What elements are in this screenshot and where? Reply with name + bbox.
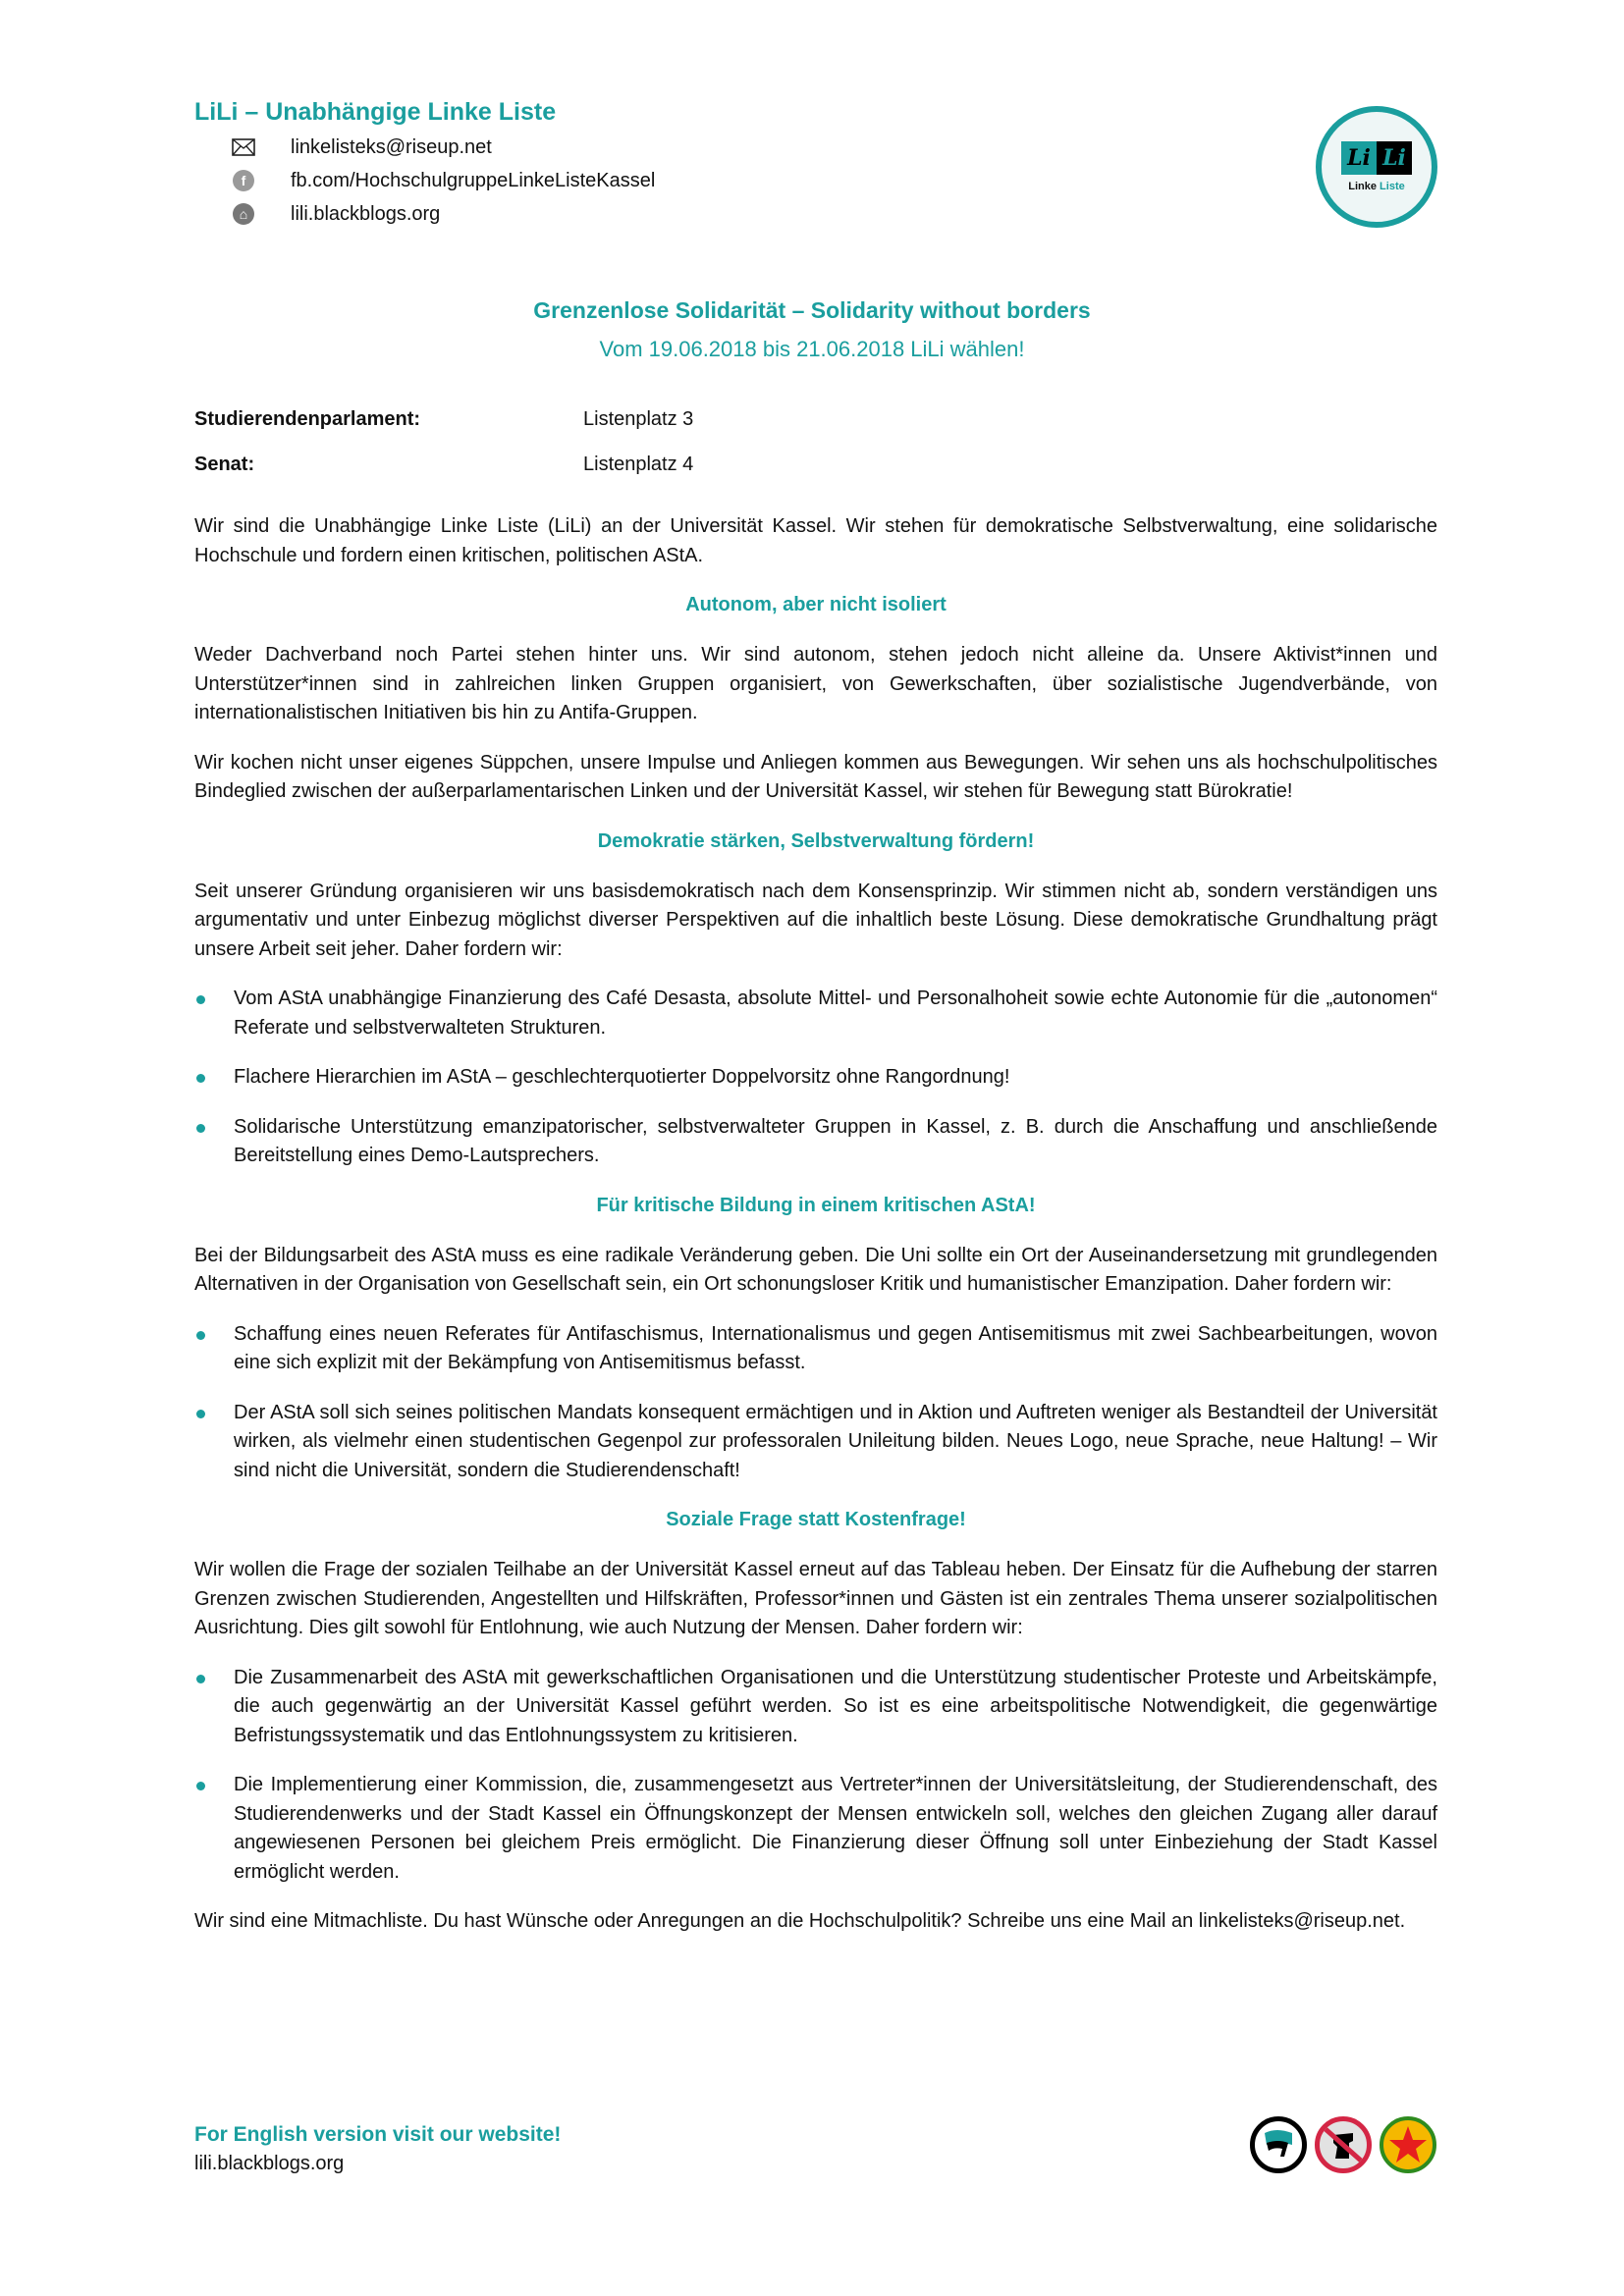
list-item: Schaffung eines neuen Referates für Antifaschismus, Internationalismus und gegen Antisemitismus mit zwei Sachbearbeitungen, wovon eine sich explizit mit der Bekämpfung von Antisemitismus befasst.: [194, 1320, 1437, 1378]
closing-paragraph: Wir sind eine Mitmachliste. Du hast Wünsche oder Anregungen an die Hochschulpolitik? Schreibe uns eine Mail an linkelisteks@riseup.net.: [194, 1910, 1406, 1932]
listing-senat: [194, 454, 693, 476]
paragraph: Weder Dachverband noch Partei stehen hinter uns. Wir sind autonom, stehen jedoch nicht alleine da. Unsere Aktivist*innen und Unterstützer*innen sind in zahlreichen linken Gruppen organisiert, von Gewerkschaften, über sozialistische Jugendverbände, von internationalistischen Initiativen bis hin zu Antifa-Gruppen.: [194, 644, 1437, 723]
list-item: Flachere Hierarchien im AStA – geschlechterquotierter Doppelvorsitz ohne Rangordnung!: [194, 1063, 1437, 1093]
list-item: Vom AStA unabhängige Finanzierung des Café Desasta, absolute Mittel- und Personalhoheit sowie echte Autonomie für die „autonomen“ Referate und selbstverwalteten Strukturen.: [194, 985, 1437, 1042]
contact-facebook[interactable]: [232, 169, 655, 192]
lili-logo: [1316, 106, 1437, 228]
anti-authority-icon: [1315, 2116, 1372, 2173]
listing-label: Senat:: [194, 454, 255, 475]
red-star-icon: [1380, 2116, 1436, 2173]
english-version-note: For English version visit our website!: [194, 2123, 562, 2146]
demand-list: [194, 1320, 1437, 1486]
logo-right-mark: Li: [1377, 141, 1412, 175]
contact-email[interactable]: [232, 135, 492, 159]
contact-email-text[interactable]: linkelisteks@riseup.net: [291, 135, 492, 158]
section-heading: Demokratie stärken, Selbstverwaltung fördern!: [597, 829, 1035, 852]
facebook-icon: f: [232, 169, 255, 192]
bullet-icon: [196, 1675, 205, 1683]
listing-studierendenparlament: [194, 408, 693, 431]
contact-website-text[interactable]: lili.blackblogs.org: [291, 202, 441, 225]
contact-website[interactable]: [232, 202, 440, 226]
antifa-flag-icon: [1250, 2116, 1307, 2173]
paragraph: Seit unserer Gründung organisieren wir uns basisdemokratisch nach dem Konsensprinzip. Wir stimmen nicht ab, sondern verständigen uns argumentativ und unter Einbezug möglichst diverser Perspektiven auf die inhaltlich beste Lösung. Diese demokratische Grundhaltung prägt unsere Arbeit seit jeher. Daher fordern wir:: [194, 880, 1437, 960]
bullet-icon: [196, 995, 205, 1004]
headline-subtitle: Vom 19.06.2018 bis 21.06.2018 LiLi wählen!: [599, 337, 1025, 361]
headline-title: Grenzenlose Solidarität – Solidarity without borders: [533, 297, 1091, 323]
document-body: [194, 512, 1437, 1957]
demand-list: [194, 1664, 1437, 1888]
intro-paragraph: Wir sind die Unabhängige Linke Liste (LiLi) an der Universität Kassel. Wir stehen für demokratische Selbstverwaltung, eine solidarische Hochschule und fordern einen kritischen, politischen AStA.: [194, 515, 1437, 566]
paragraph: Wir wollen die Frage der sozialen Teilhabe an der Universität Kassel erneut auf das Tableau heben. Der Einsatz für die Aufhebung der starren Grenzen zwischen Studierenden, Angestellten und Hilfskräften, Professor*innen und Gästen ist ein zentrales Thema unserer sozialpolitischen Ausrichtung. Dies gilt sowohl für Entlohnung, wie auch Nutzung der Mensen. Daher fordern wir:: [194, 1559, 1437, 1638]
footer-badges: [1250, 2116, 1436, 2173]
list-item: Solidarische Unterstützung emanzipatorischer, selbstverwalteter Gruppen in Kassel, z. B. durch die Anschaffung und anschließende Bereitstellung eines Demo-Lautsprechers.: [194, 1113, 1437, 1171]
listing-value: Listenplatz 3: [583, 408, 694, 430]
list-item: Der AStA soll sich seines politischen Mandats konsequent ermächtigen und in Aktion und Auftreten weniger als Bestandteil der Universität wirken, als vielmehr einen studentischen Gegenpol zur professoralen Unileitung bilden. Neues Logo, neue Sprache, neue Haltung! – Wir sind nicht die Universität, sondern die Studierendenschaft!: [194, 1399, 1437, 1486]
logo-left-mark: Li: [1341, 141, 1377, 175]
bullet-icon: [196, 1074, 205, 1083]
bullet-icon: [196, 1410, 205, 1418]
envelope-icon: [232, 135, 255, 159]
demand-list: [194, 985, 1437, 1171]
section-heading: Soziale Frage statt Kostenfrage!: [666, 1509, 966, 1530]
contact-facebook-text[interactable]: fb.com/HochschulgruppeLinkeListeKassel: [291, 169, 656, 191]
paragraph: Bei der Bildungsarbeit des AStA muss es eine radikale Veränderung geben. Die Uni sollte ein Ort der Auseinandersetzung mit grundlegenden Alternativen in der Organisation von Gesellschaft sein, ein Ort schonungsloser Kritik und humanistischer Emanzipation. Daher fordern wir:: [194, 1244, 1437, 1295]
footer-website-link[interactable]: lili.blackblogs.org: [194, 2153, 345, 2174]
bullet-icon: [196, 1124, 205, 1133]
list-item: Die Implementierung einer Kommission, die, zusammengesetzt aus Vertreter*innen der Universitätsleitung, der Studierendenschaft, des Studierendenwerks und der Stadt Kassel ein Öffnungskonzept der Mensen entwickeln soll, welches den gleichen Zugang aller darauf angewiesenen Personen bei gleichem Preis ermöglicht. Die Finanzierung dieser Öffnung soll unter Einbeziehung der Stadt Kassel ermöglicht werden.: [194, 1771, 1437, 1887]
home-icon: ⌂: [232, 202, 255, 226]
bullet-icon: [196, 1782, 205, 1790]
listing-label: Studierendenparlament:: [194, 408, 421, 430]
paragraph: Wir kochen nicht unser eigenes Süppchen, unsere Impulse und Anliegen kommen aus Bewegungen. Wir sehen uns als hochschulpolitisches Bindeglied zwischen der außerparlamentarischen Linken und der Universität Kassel, wir stehen für Bewegung statt Bürokratie!: [194, 751, 1437, 802]
logo-caption: Linke Liste: [1348, 181, 1405, 192]
org-title: LiLi – Unabhängige Linke Liste: [194, 98, 557, 126]
section-heading: Autonom, aber nicht isoliert: [685, 594, 947, 615]
section-heading: Für kritische Bildung in einem kritischen AStA!: [596, 1194, 1036, 1216]
list-item: Die Zusammenarbeit des AStA mit gewerkschaftlichen Organisationen und die Unterstützung studentischer Proteste und Arbeitskämpfe, die auch gegenwärtig an der Universität Kassel geführt werden. So ist es eine arbeitspolitische Notwendigkeit, die gegenwärtige Befristungssystematik und das Entlohnungssystem zu kritisieren.: [194, 1664, 1437, 1751]
listing-value: Listenplatz 4: [583, 454, 694, 475]
bullet-icon: [196, 1331, 205, 1340]
